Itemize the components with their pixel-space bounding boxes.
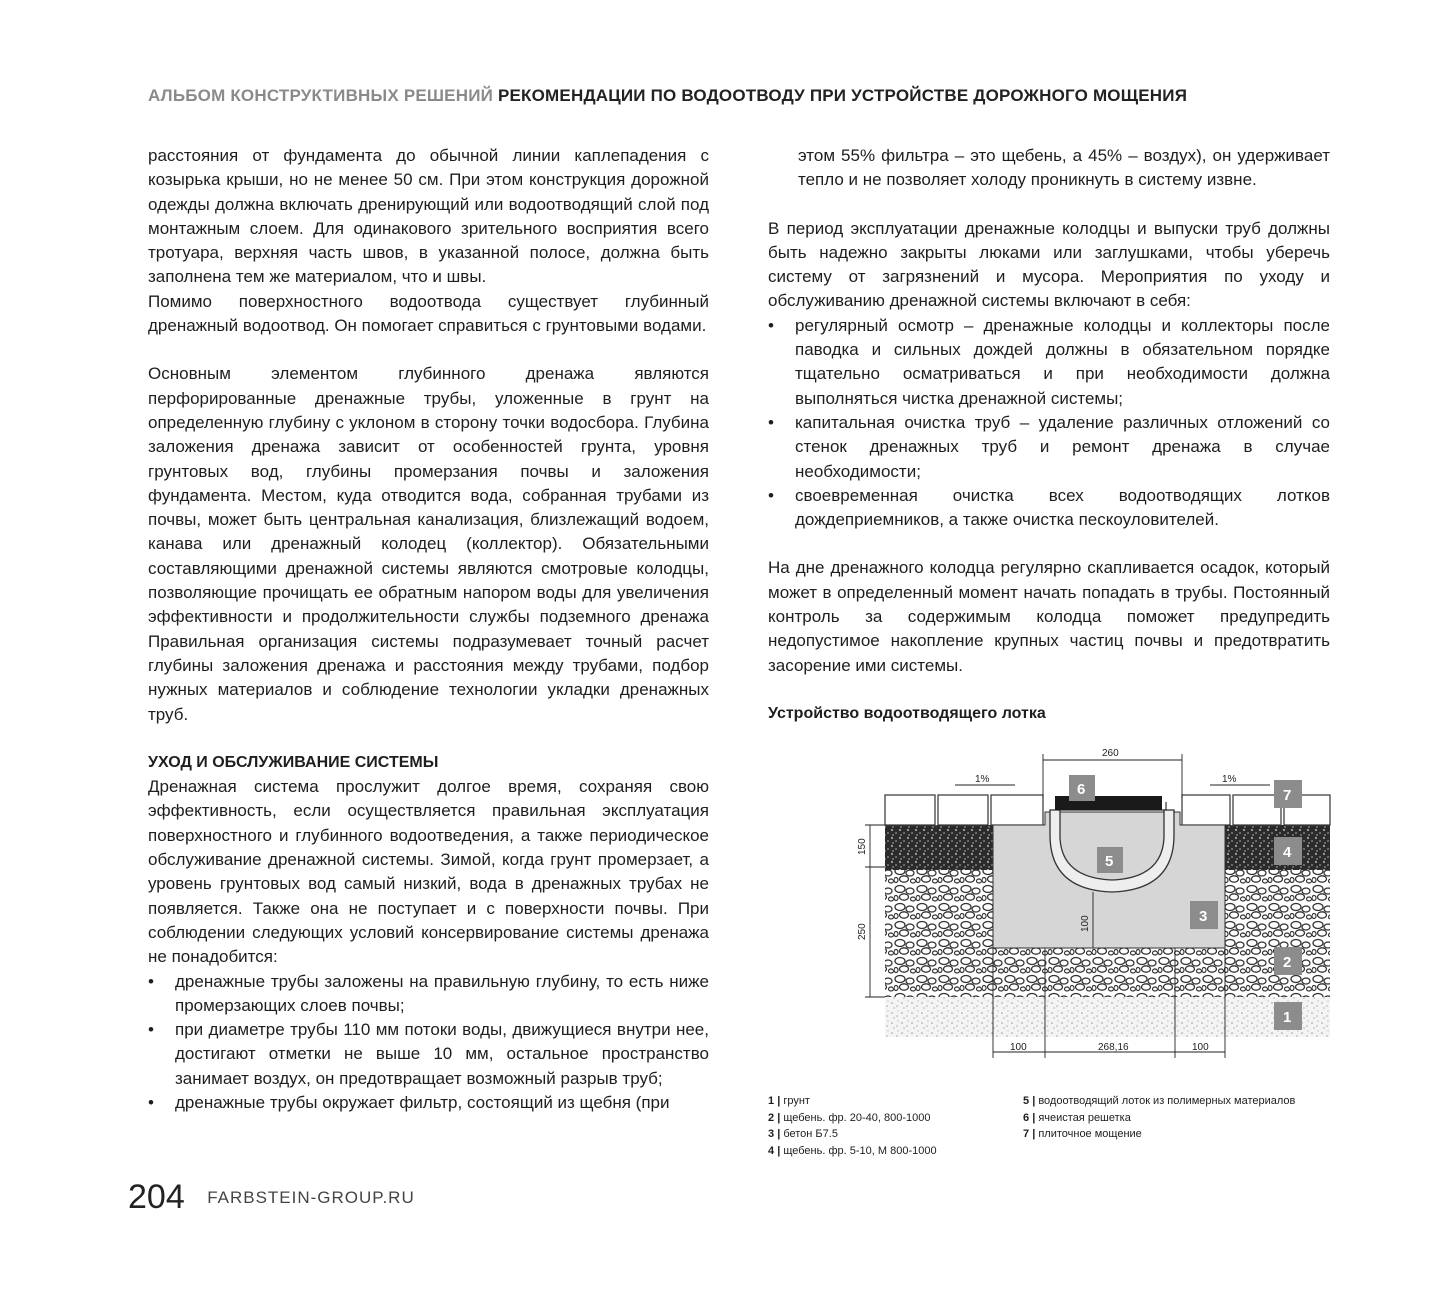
right-column (768, 144, 1330, 678)
legend-item: 6 | ячеистая решетка (1023, 1111, 1131, 1124)
list-item: • дренажные трубы заложены на правильную глубину, то есть ниже промерзающих слоев почвы; (148, 970, 709, 1019)
figure-title: Устройство водоотводящего лотка (768, 705, 1046, 722)
svg-text:5: 5 (1105, 853, 1114, 870)
website-url: FARBSTEIN-GROUP.RU (207, 1187, 415, 1207)
legend-item: 7 | плиточное мощение (1023, 1128, 1142, 1140)
paragraph: В период эксплуатации дренажные колодцы и выпуски труб должны быть надежно закрыты люками или заглушками, чтобы уберечь систему от загрязнений и мусора. Мероприятия по уходу и обслуживанию дренажной системы включают в себя: (768, 218, 1330, 311)
svg-text:4: 4 (1283, 844, 1292, 861)
list-item: • капитальная очистка труб – удаление различных отложений со стенок дренажных труб и ремонт дренажа в случае необходимости; (768, 411, 1330, 484)
legend-item: 4 | щебень. фр. 5-10, М 800-1000 (768, 1144, 937, 1157)
legend-left (768, 1093, 937, 1159)
left-column (148, 144, 709, 1115)
page-footer (128, 1178, 415, 1217)
svg-text:6: 6 (1077, 781, 1086, 798)
dim-250: 250 (857, 923, 868, 940)
legend-item: 3 | бетон Б7.5 (768, 1128, 838, 1140)
legend-item: 1 | грунт (768, 1095, 810, 1107)
dim-bottom-left: 100 (1010, 1042, 1027, 1053)
dim-slope-right: 1% (1222, 774, 1237, 785)
list-item: • при диаметре трубы 110 мм потоки воды, движущиеся внутри нее, достигают отметки не выше 10 мм, остальное пространство занимает воздух, он предотвращает возможный разрыв труб; (148, 1018, 709, 1091)
dim-bottom-mid: 268,16 (1098, 1042, 1129, 1053)
legend-item: 2 | щебень. фр. 20-40, 800-1000 (768, 1111, 931, 1124)
list-item: • регулярный осмотр – дренажные колодцы и коллекторы после паводка и сильных дождей должны в обязательном порядке тщательно осматриваться и при необходимости должна выполняться чистка дренажной системы; (768, 314, 1330, 411)
svg-text:7: 7 (1283, 787, 1292, 804)
dim-top: 260 (1102, 748, 1119, 759)
drain-channel-diagram (850, 740, 1340, 1060)
dim-slope-left: 1% (975, 774, 990, 785)
paragraph: На дне дренажного колодца регулярно скапливается осадок, который может в определенный момент начать попадать в трубы. Постоянный контроль за содержимым колодца поможет предупредить недопустимое накопление крупных частиц почвы и предотвратить засорение ими системы. (768, 558, 1330, 675)
paragraph: Дренажная система прослужит долгое время, сохраняя свою эффективность, если осуществляется правильная эксплуатация поверхностного и глубинного водоотведения, а также периодическое обслуживание дренажной системы. Зимой, когда грунт промерзает, а уровень грунтовых вод самый низкий, вода в дренажных трубах не появляется. Также она не поступает и с поверхности почвы. При соблюдении следующих условий консервирование системы дренажа не понадобится: (148, 777, 709, 967)
callout-6 (1069, 775, 1095, 801)
paragraph: Основным элементом глубинного дренажа являются перфорированные дренажные трубы, уложенные в грунт на определенную глубину с уклоном в сторону точки водосбора. Глубина заложения дренажа зависит от особенностей грунта, уровня грунтовых вод, глубины промерзания почвы и заложения фундамента. Местом, куда отводится вода, собранная трубами из почвы, может быть центральная канализация, близлежащий водоем, канава или дренажный колодец (коллектор). Обязательными составляющими дренажной системы являются смотровые колодцы, позволяющие прочищать ее обратным напором воды для увеличения эффективности и продолжительности службы подземного дренажа Правильная организация системы подразумевает точный расчет глубины заложения дренажа и расстояния между трубами, подбор нужных материалов и соблюдение технологии укладки дренажных труб. (148, 364, 709, 724)
callout-3 (1190, 901, 1218, 929)
bullet-list (148, 970, 709, 1116)
page-number: 204 (128, 1178, 185, 1216)
album-title: АЛЬБОМ КОНСТРУКТИВНЫХ РЕШЕНИЙ (148, 86, 494, 105)
callout-7 (1274, 780, 1302, 808)
dim-150: 150 (857, 838, 868, 855)
soil-layer (885, 997, 1330, 1037)
list-item: • дренажные трубы окружает фильтр, состоящий из щебня (при (148, 1091, 709, 1115)
dim-100-vertical: 100 (1080, 915, 1091, 932)
paragraph-continuation: этом 55% фильтра – это щебень, а 45% – воздух), он удерживает тепло и не позволяет холоду проникнуть в систему извне. (798, 146, 1330, 190)
callout-2 (1274, 947, 1302, 975)
svg-text:3: 3 (1199, 908, 1208, 925)
svg-text:1: 1 (1283, 1009, 1292, 1026)
subsection-heading: УХОД И ОБСЛУЖИВАНИЕ СИСТЕМЫ (148, 753, 439, 771)
bullet-list (768, 314, 1330, 533)
page-header (148, 86, 1187, 106)
section-title: РЕКОМЕНДАЦИИ ПО ВОДООТВОДУ ПРИ УСТРОЙСТВЕ ДОРОЖНОГО МОЩЕНИЯ (497, 86, 1188, 105)
legend-right (1023, 1093, 1295, 1143)
paragraph: расстояния от фундамента до обычной линии каплепадения с козырька крыши, но не менее 50 см. При этом конструкция дорожной одежды должна включать дренирующий или водоотводящий слой под монтажным слоем. Для одинакового зрительного восприятия всего тротуара, верхняя часть швов, в указанной полосе, должна быть заполнена тем же материалом, что и швы. (148, 146, 709, 287)
callout-5 (1097, 847, 1123, 873)
callout-1 (1274, 1002, 1302, 1030)
list-item: • своевременная очистка всех водоотводящих лотков дождеприемников, а также очистка пескоуловителей. (768, 484, 1330, 533)
paragraph: Помимо поверхностного водоотвода существует глубинный дренажный водоотвод. Он помогает справиться с грунтовыми водами. (148, 291, 709, 336)
legend-item: 5 | водоотводящий лоток из полимерных материалов (1023, 1095, 1296, 1107)
callout-4 (1274, 837, 1302, 865)
dim-bottom-right: 100 (1192, 1042, 1209, 1053)
svg-text:2: 2 (1283, 954, 1292, 971)
